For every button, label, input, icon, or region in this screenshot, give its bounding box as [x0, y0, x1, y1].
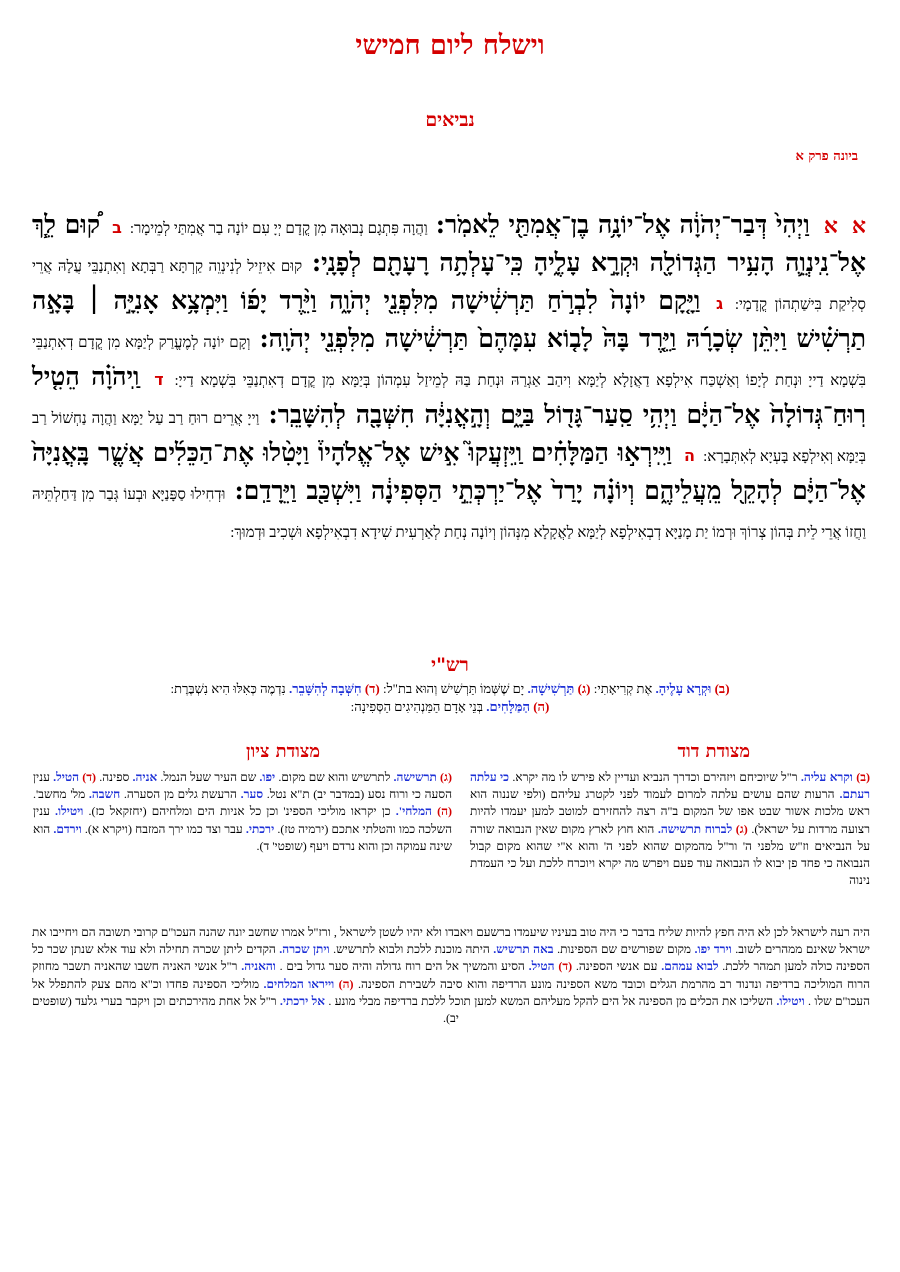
commentary-ref: (ג): [436, 770, 452, 784]
rashi-ref: (ד): [364, 681, 380, 696]
commentary-ref: (ד): [554, 959, 573, 974]
commentary-text: הסיע והמשיך אל הים רוח גדולה והיה סער גדול בים .: [275, 959, 525, 974]
rashi-heading: וּקְרָא עָלֶיהָ.: [655, 681, 712, 696]
rashi-ref: (ב): [714, 681, 730, 696]
rashi-ref: (ג): [577, 681, 591, 696]
commentary-heading: וקרא עליה.: [797, 770, 853, 784]
commentary-heading: והאניה.: [237, 959, 276, 974]
commentary-heading: ויטילו.: [49, 804, 84, 819]
verse-number: ג: [715, 294, 724, 313]
commentary-text: הרעשת גלים מן הסערה.: [120, 787, 237, 802]
commentary-text: מקום שפורשים שם הספינות.: [553, 942, 692, 957]
verse-number: ד: [154, 370, 164, 389]
commentary-heading: באה תרשיש.: [489, 942, 554, 957]
section-heading: נביאים: [425, 109, 475, 131]
verse-text: וַֽיהֹוָ֗ה הֵטִ֤יל רֽוּחַ־גְּדוֹלָה֙ אֶל־הַיָּ֔ם וַיְהִ֥י סַֽעַר־גָּד֖וֹל בַּיָּ֑ם וְהָ֣אֳנִיָּ֔ה חִשְּׁבָ֖ה לְהִשָּׁבֵֽר:: [32, 362, 866, 429]
rashi-title: רש"י: [431, 654, 469, 676]
commentary-heading: הטיל.: [524, 959, 555, 974]
verse-text: וַיָּ֤קָם יוֹנָה֙ לִבְרֹ֣חַ תַּרְשִׁ֔ישָׁה מִלִּפְנֵ֖י יְהֹוָ֑ה וַיֵּ֨רֶד יָפ֜וֹ וַיִּמְצָ֥א אָנִיָּ֣ה ׀ בָּאָ֣ה תַרְשִׁ֗ישׁ וַיִּתֵּ֨ן שְׂכָרָ֜הּ וַיֵּ֤רֶד בָּהּ֙ לָב֤וֹא עִמָּהֶם֙ תַּרְשִׁ֔ישָׁה מִלִּפְנֵ֖י יְהֹוָֽה:: [32, 286, 867, 353]
commentary-text: הרעות שהם עושים עלתה למרום לעמוד לפני לקטרג עליהם (ולפי שננוה הוא ראש מלכות אשור שבט אפו של המקום ב"ה רצה להחזירם למוטב למען יעמדו להיות רצועה מרדות על ישראל).: [470, 787, 871, 836]
rashi-heading: הַמַּלָּחִים.: [486, 699, 530, 714]
targum-text: וּדְחִילוּ סַפָּנַיָּא וּבְעוֹ גְּבַר מִן דַּחַלְתֵּיהּ וַחֲזוֹ אֲרֵי לֵית בְּהוֹן צְרוֹךְ וּרְמוֹ יַת מָנַיָּא דְבְאִילְפָא לְיַמָּא לַאֲקָלָא מִנְּהוֹן וְיוֹנָה נְחַת לְאַרְעִית שִׁידָא דִבְאִילְפָא וּשְׁכִיב וּדְמוּךְ:: [32, 487, 866, 541]
verse-block: [32, 208, 866, 550]
commentary-text: כן יקראו מוליכי הספינ' וכן כל אניות הים ומלחיהם (יחזקאל כז).: [83, 804, 391, 819]
commentary-text: עבר וצד כמו ירך המזבח (ויקרא א).: [81, 821, 243, 836]
commentary-text: היתה מוכנת ללכת ולבוא לתרשיש.: [329, 942, 490, 957]
commentary-heading: ירכתי.: [242, 821, 275, 836]
commentary-heading: כי עלתה רעתם.: [470, 770, 870, 802]
commentary-text: ספינה.: [96, 770, 130, 784]
commentary-text: ר"ל אל אחת מהירכתים וכן ויקבר בערי גלעד (שופטים יב).: [32, 993, 459, 1026]
commentary-heading: אניה.: [129, 770, 158, 784]
commentary-text: הקדים ליתן שכרה תחילה ולא עוד אלא שנתן שכר כל הספינה כולה למען תמהר ללכת.: [32, 942, 870, 974]
metzudat-david-title: מצודת דוד: [677, 741, 750, 762]
commentary-heading: ויתן שכרה.: [275, 942, 330, 957]
metzudat-david-column: [470, 769, 870, 889]
commentary-ref: (ד): [79, 770, 97, 784]
rashi-heading: חִשְּׁבָה לְהִשָּׁבֵר.: [289, 681, 362, 696]
verse-number: ב: [112, 218, 122, 237]
commentary-text: השליכו את הכלים מן הספינה אל הים להקל מעליהם המשא למען תוכל ללכת ברדיפה מבלי מונע .: [324, 993, 773, 1008]
chapter-heading: ביונה פרק א: [795, 149, 858, 164]
commentary-heading: אל ירכתי.: [276, 993, 325, 1008]
commentary-text: ר"ל אנשי האניה חשבו שהאניה תשבר מחוזק הרוח המוליכה ברדיפה ונדנוד רב מהרמת הגלים וכובד משא הספינה מונע הרדיפה והוא סיבה לשבירת הספינה.: [32, 959, 871, 991]
commentary-heading: המלחי'.: [390, 804, 432, 819]
commentary-heading: חשבה.: [85, 787, 121, 802]
targum-text: וְקָם יוֹנָה לְמֶעֱרַק לְיַמָּא מִן קֳדָם דְאִתְנַבֵּי בִּשְׁמָא דַייָ וּנְחַת לְיָפוֹ וְאַשְׁכַּח אִילְפָא דַאֲזָלָא לְיַמָּא וִיהַב אַגְרַהּ וּנְחַת בַּהּ לְמֵיזַל עִמְהוֹן בְּיַמָּא מִן קֳדָם דְאִתְנַבֵּי בִּשְׁמָא דַייָ:: [32, 335, 866, 389]
rashi-text: נִדְמֶה כְּאִלּוּ הִיא נִשְׁבֶּרֶת:: [170, 681, 286, 696]
commentary-ref: (ה): [431, 804, 452, 819]
commentary-heading: ויטילו.: [773, 993, 805, 1008]
commentary-text: היה רעה לישראל לכן לא היה חפץ להיות שליח בדבר כי היה טוב בעיניו שיעמדו ברשעם ויאבדו ולא יהיו לשטן לישראל , ורז"ל אמרו שחשב יונה שהנה העכו"ם קרובי תשובה הם ויחייבו את ישראל שאינם ממהרים לשוב.: [32, 925, 870, 957]
metzudat-zion-title: מצודת ציון: [246, 741, 320, 762]
commentary-heading: יפו.: [256, 770, 276, 784]
targum-text: וַהֲוָה פִּתְגָם נְבוּאָה מִן קֳדָם יְיָ עִם יוֹנָה בַר אֲמִתַּי לְמֵימָר:: [129, 221, 428, 237]
commentary-heading: וירד יפו.: [691, 942, 732, 957]
commentary-heading: תרשישה.: [390, 770, 437, 784]
commentary-text: הוא שינה עמוקה וכן והוא נרדם ויעף (שופטי' ד).: [33, 821, 452, 853]
commentary-ref: (ב): [852, 770, 870, 784]
verse-number: א: [823, 213, 838, 239]
commentary-ref: (ה): [334, 976, 354, 991]
commentary-heading: לבוא עמהם.: [657, 959, 719, 974]
commentary-text: שם העיר שעל הנמל.: [157, 770, 257, 784]
verse-text: וַיִּֽירְא֣וּ הַמַּלָּחִ֗ים וַֽיִּזְעֲקוּ֮ אִ֣ישׁ אֶל־אֱלֹהָיו֒ וַיָּטִ֨לוּ אֶת־הַכֵּלִ֜ים אֲשֶׁ֤ר בָּֽאֳנִיָּה֙ אֶל־הַיָּ֔ם לְהָקֵ֖ל מֵֽעֲלֵיהֶ֑ם וְיוֹנָ֗ה יָרַד֙ אֶל־יַרְכְּתֵ֣י הַסְּפִינָ֔ה וַיִּשְׁכַּ֖ב וַיֵּרָדַֽם:: [32, 438, 866, 505]
commentary-text: לתרשיש והוא שם מקום.: [275, 770, 391, 784]
commentary-text: ענין הסעה כי ורוח נסע (במדבר יב) ת"א נטל.: [33, 770, 452, 802]
commentary-heading: הטיל.: [49, 770, 80, 784]
commentary-ref: (ג): [732, 821, 748, 836]
commentary-heading: וייראו המלחים.: [259, 976, 335, 991]
page-title: וישלח ליום חמישי: [355, 30, 545, 61]
commentary-text: מוליכי הספינה פחדו וכ"א מהם צעק להתפלל אל העכו"ם שלו .: [32, 976, 870, 1008]
targum-text: וַייָ אֲרֵים רוּחַ רַב עַל יַמָּא וַהֲוָה נַחְשׁוֹל רַב בְּיַמָּא וְאִילְפָא בָּעְיָא לְאִתְּבָרָא:: [32, 411, 866, 465]
commentary-text: מל' מחשב'.: [33, 787, 86, 802]
rashi-commentary: [100, 680, 800, 716]
commentary-text: עם אנשי הספינה.: [572, 959, 658, 974]
commentary-text: הוא חוץ לארץ מקום שאין הנבואה שורה על הנביאים וז"ש מלפני ה' ור"ל מהמקום שהוא לפני ה' והוא א"י שהוא מקום קבול הנבואה כי פחד פן יבוא לו הנבואה עוד פעם ויפרש מה יקרא ויוכרח ללכת ועל כי העמדת נינוה: [470, 821, 870, 888]
rashi-text: אֶת קְרִיאָתִי:: [593, 681, 653, 696]
verse-number: ה: [684, 446, 695, 465]
commentary-heading: סער.: [236, 787, 264, 802]
rashi-ref: (ה): [533, 699, 550, 714]
targum-text: קוּם אִיזֵיל לְנִינְוֵה קַרְתָּא רַבְּתָא וְאִתְנַבֵּי עֲלָהּ אֲרֵי סְלִיקַת בִּישַׁתְהוֹן קֳדָמָי:: [32, 259, 866, 313]
rashi-text: יָם שֶׁשְּׁמוֹ תַּרְשִׁישׁ וְהוּא בת"ל:: [382, 681, 525, 696]
verse-text: וַיְהִי֙ דְּבַר־יְהֹוָ֔ה אֶל־יוֹנָ֥ה בֶן־אֲמִתַּ֖י לֵאמֹֽר:: [435, 210, 810, 239]
commentary-heading: לברוח תרשישה.: [654, 821, 733, 836]
commentary-text: ר"ל שיוכיחם ויזהירם וכדרך הנביא ועדיין לא פירש לו מה יקרא.: [509, 770, 798, 784]
metzudat-zion-column: [33, 769, 452, 855]
commentary-text: ענין השלכה כמו והטלתי אתכם (ירמיה טז).: [33, 804, 453, 836]
commentary-heading: וירדם.: [50, 821, 82, 836]
verse-text: ק֠וּם לֵ֧ךְ אֶל־נִֽינְוֵ֛ה הָעִ֥יר הַגְּדוֹלָ֖ה וּקְרָ֣א עָלֶ֑יהָ כִּֽי־עָלְתָ֥ה רָעָתָ֖ם לְפָנָֽי:: [32, 210, 867, 277]
rashi-heading: תַּרְשִׁישָׁה.: [527, 681, 575, 696]
metzudat-david-continuation: [32, 924, 870, 1027]
rashi-text: בְּנֵי אָדָם הַמַּנְהִיגִים הַסְּפִינָה:: [350, 699, 483, 714]
chapter-number: א: [851, 213, 867, 239]
